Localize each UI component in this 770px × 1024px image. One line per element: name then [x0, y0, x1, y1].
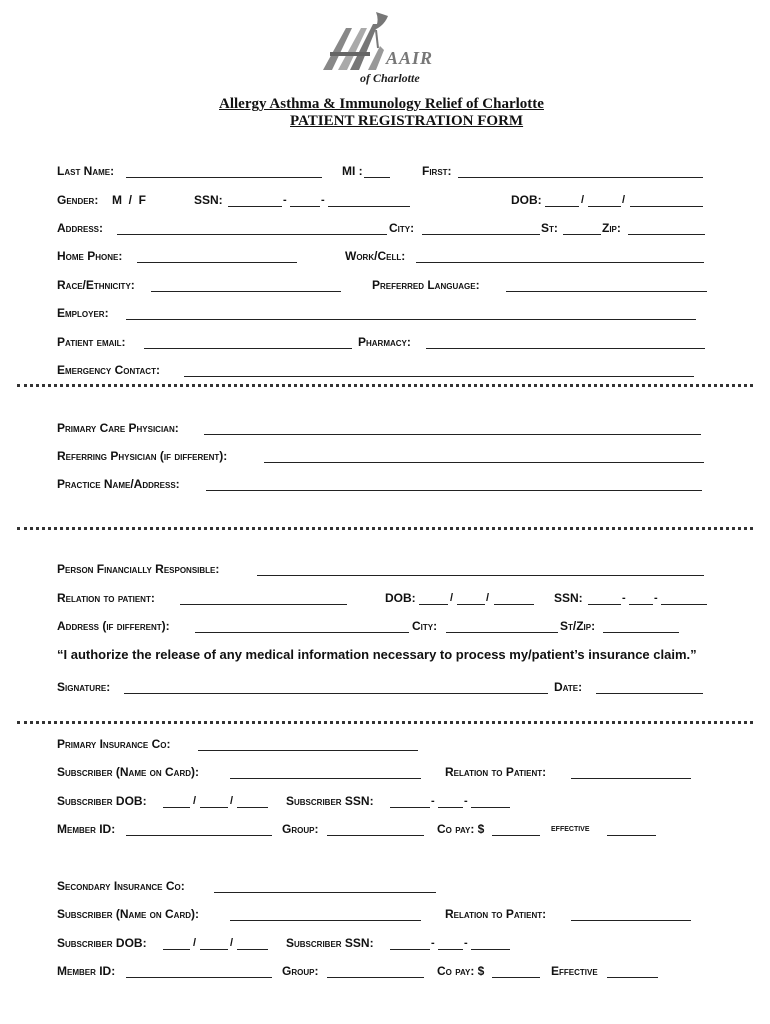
- secondary-subscriber-field[interactable]: [230, 920, 421, 921]
- pharmacy-field[interactable]: [426, 348, 705, 349]
- fin-dob-label: DOB:: [385, 591, 416, 605]
- pref-lang-field[interactable]: [506, 291, 707, 292]
- logo-subtitle: of Charlotte: [360, 71, 420, 85]
- pcp-label: Primary Care Physician:: [57, 421, 179, 435]
- secondary-relation-field[interactable]: [571, 920, 691, 921]
- primary-sub-dob-day[interactable]: [200, 807, 228, 808]
- address-field[interactable]: [117, 234, 387, 235]
- secondary-member-id-label: Member ID:: [57, 964, 116, 978]
- primary-member-id-label: Member ID:: [57, 822, 116, 836]
- primary-ins-label: Primary Insurance Co:: [57, 737, 171, 751]
- section-divider: [17, 384, 753, 387]
- primary-group-field[interactable]: [327, 835, 424, 836]
- secondary-group-label: Group:: [282, 964, 319, 978]
- fin-stzip-field[interactable]: [603, 632, 679, 633]
- primary-member-id-field[interactable]: [126, 835, 272, 836]
- gender-label: Gender:: [57, 193, 99, 207]
- primary-sub-dob-label: Subscriber DOB:: [57, 794, 147, 808]
- ssn-label: SSN:: [194, 193, 223, 207]
- dob-field-year[interactable]: [630, 206, 703, 207]
- primary-relation-label: Relation to Patient:: [445, 765, 547, 779]
- primary-sub-dob-month[interactable]: [163, 807, 190, 808]
- primary-sub-ssn-3[interactable]: [471, 807, 510, 808]
- fin-ssn-2[interactable]: [629, 604, 653, 605]
- last-name-label: Last Name:: [57, 164, 115, 178]
- fin-address-field[interactable]: [195, 632, 409, 633]
- ssn-field-3[interactable]: [328, 206, 410, 207]
- pcp-field[interactable]: [204, 434, 701, 435]
- fin-city-label: City:: [412, 619, 438, 633]
- secondary-relation-label: Relation to Patient:: [445, 907, 547, 921]
- zip-field[interactable]: [628, 234, 705, 235]
- secondary-sub-dob-month[interactable]: [163, 949, 190, 950]
- dob-field-month[interactable]: [545, 206, 579, 207]
- dob-label: DOB:: [511, 193, 542, 207]
- org-title: Allergy Asthma & Immunology Relief of Charlotte: [219, 96, 544, 112]
- city-label: City:: [389, 221, 415, 235]
- employer-label: Employer:: [57, 306, 109, 320]
- pref-lang-label: Preferred Language:: [372, 278, 480, 292]
- secondary-effective-field[interactable]: [607, 977, 658, 978]
- work-cell-label: Work/Cell:: [345, 249, 406, 263]
- home-phone-field[interactable]: [137, 262, 297, 263]
- primary-copay-field[interactable]: [492, 835, 540, 836]
- city-field[interactable]: [422, 234, 540, 235]
- primary-subscriber-field[interactable]: [230, 778, 421, 779]
- emergency-label: Emergency Contact:: [57, 363, 160, 377]
- financial-person-field[interactable]: [257, 575, 704, 576]
- first-name-label: First:: [422, 164, 452, 178]
- primary-subscriber-label: Subscriber (Name on Card):: [57, 765, 199, 779]
- state-field[interactable]: [563, 234, 601, 235]
- primary-effective-label: effective: [551, 823, 590, 834]
- dob-field-day[interactable]: [588, 206, 621, 207]
- date-field[interactable]: [596, 693, 703, 694]
- secondary-copay-field[interactable]: [492, 977, 540, 978]
- fin-ssn-1[interactable]: [588, 604, 621, 605]
- employer-field[interactable]: [126, 319, 696, 320]
- referring-field[interactable]: [264, 462, 704, 463]
- address-label: Address:: [57, 221, 104, 235]
- email-label: Patient email:: [57, 335, 126, 349]
- state-label: St:: [541, 221, 558, 235]
- secondary-group-field[interactable]: [327, 977, 424, 978]
- financial-person-label: Person Financially Responsible:: [57, 562, 220, 576]
- secondary-copay-label: Co pay: $: [437, 964, 485, 978]
- email-field[interactable]: [144, 348, 352, 349]
- race-label: Race/Ethnicity:: [57, 278, 135, 292]
- primary-sub-dob-year[interactable]: [237, 807, 268, 808]
- signature-field[interactable]: [124, 693, 548, 694]
- first-name-field[interactable]: [458, 177, 703, 178]
- ssn-field-2[interactable]: [290, 206, 320, 207]
- primary-relation-field[interactable]: [571, 778, 691, 779]
- pharmacy-label: Pharmacy:: [358, 335, 411, 349]
- primary-ins-field[interactable]: [198, 750, 418, 751]
- practice-label: Practice Name/Address:: [57, 477, 180, 491]
- mi-field[interactable]: [364, 177, 390, 178]
- date-label: Date:: [554, 680, 583, 694]
- primary-group-label: Group:: [282, 822, 319, 836]
- authorization-statement: “I authorize the release of any medical information necessary to process my/patient’s insurance claim.”: [57, 647, 697, 662]
- gender-options[interactable]: M / F: [112, 193, 146, 207]
- secondary-ins-field[interactable]: [214, 892, 436, 893]
- fin-stzip-label: St/Zip:: [560, 619, 596, 633]
- fin-address-label: Address (if different):: [57, 619, 170, 633]
- secondary-member-id-field[interactable]: [126, 977, 272, 978]
- section-divider: [17, 721, 753, 724]
- secondary-sub-dob-label: Subscriber DOB:: [57, 936, 147, 950]
- zip-label: Zip:: [602, 221, 621, 235]
- form-title: PATIENT REGISTRATION FORM: [290, 113, 524, 129]
- referring-label: Referring Physician (if different):: [57, 449, 228, 463]
- work-cell-field[interactable]: [416, 262, 704, 263]
- primary-effective-field[interactable]: [607, 835, 656, 836]
- secondary-sub-ssn-3[interactable]: [471, 949, 510, 950]
- fin-dob-month[interactable]: [419, 604, 448, 605]
- secondary-sub-ssn-1[interactable]: [390, 949, 430, 950]
- fin-city-field[interactable]: [446, 632, 558, 633]
- relation-label: Relation to patient:: [57, 591, 155, 605]
- ssn-field-1[interactable]: [228, 206, 282, 207]
- fin-dob-year[interactable]: [494, 604, 534, 605]
- secondary-sub-dob-day[interactable]: [200, 949, 228, 950]
- fin-ssn-3[interactable]: [661, 604, 707, 605]
- primary-sub-ssn-1[interactable]: [390, 807, 430, 808]
- secondary-ins-label: Secondary Insurance Co:: [57, 879, 185, 893]
- fin-dob-day[interactable]: [457, 604, 485, 605]
- home-phone-label: Home Phone:: [57, 249, 123, 263]
- primary-sub-ssn-2[interactable]: [438, 807, 463, 808]
- mi-label: MI :: [342, 164, 363, 178]
- fin-ssn-label: SSN:: [554, 591, 583, 605]
- secondary-sub-ssn-label: Subscriber SSN:: [286, 936, 374, 950]
- secondary-sub-ssn-2[interactable]: [438, 949, 463, 950]
- last-name-field[interactable]: [126, 177, 322, 178]
- section-divider: [17, 527, 753, 530]
- secondary-subscriber-label: Subscriber (Name on Card):: [57, 907, 199, 921]
- secondary-effective-label: Effective: [551, 964, 598, 978]
- primary-copay-label: Co pay: $: [437, 822, 485, 836]
- logo: [318, 8, 434, 88]
- emergency-field[interactable]: [184, 376, 694, 377]
- race-field[interactable]: [151, 291, 341, 292]
- secondary-sub-dob-year[interactable]: [237, 949, 268, 950]
- primary-sub-ssn-label: Subscriber SSN:: [286, 794, 374, 808]
- practice-field[interactable]: [206, 490, 702, 491]
- logo-letters: AAIR: [386, 48, 434, 68]
- signature-label: Signature:: [57, 680, 111, 694]
- relation-field[interactable]: [180, 604, 347, 605]
